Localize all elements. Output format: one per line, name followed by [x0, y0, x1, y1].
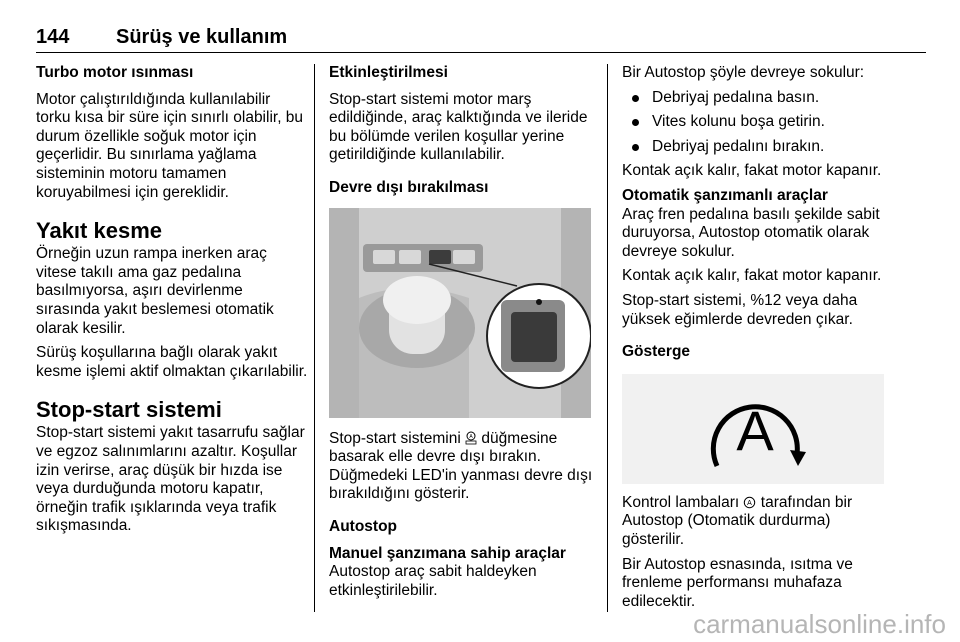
- svg-text:A: A: [469, 433, 473, 440]
- turbo-text: Motor çalıştırıldığında kullanılabilir torku kısa bir süre için sınırlı olabilir, bu durum özellikle soğuk motor için geçerlidir. Bu sınırlama yağlama sisteminin motoru tamamen koruyabilmesi için gereklidir.: [36, 90, 304, 201]
- fuel-cut-heading: Yakıt kesme: [36, 218, 162, 244]
- lamp-text-b: tarafından bir Autostop (Otomatik durdurma) gösterilir.: [622, 493, 853, 548]
- heating-text: Bir Autostop esnasında, ısıtma ve frenleme performansı muhafaza edilecektir.: [622, 555, 853, 610]
- autostop-heading: Autostop: [329, 517, 398, 535]
- page-number: 144: [36, 26, 70, 48]
- autostop-indicator-icon: [622, 374, 884, 484]
- lamp-text: [622, 494, 894, 550]
- column-middle: [329, 64, 597, 606]
- console-photo: [329, 208, 591, 418]
- column-divider: [314, 64, 315, 612]
- svg-text:A: A: [747, 499, 753, 507]
- svg-text:A: A: [736, 398, 774, 462]
- fuel-cut-text-1: Örneğin uzun rampa inerken araç vitese takılı ama gaz pedalına basılmıyorsa, aşırı devirlenme sırasında yakıt beslemesi otomatik olarak kesilir.: [36, 245, 274, 337]
- deactivate-text-a: Stop-start sistemini: [329, 429, 461, 447]
- column-right: [622, 64, 894, 617]
- list-item: Debriyaj pedalına basın.: [622, 89, 894, 108]
- fuel-cut-text-2: Sürüş koşullarına bağlı olarak yakıt kesme işlemi aktif olmaktan çıkarılabilir.: [36, 344, 308, 380]
- lamp-text-a: Kontrol lambaları: [622, 493, 740, 511]
- ignition-text-1: Kontak açık kalır, fakat motor kapanır.: [622, 162, 882, 180]
- ignition-text-2: Kontak açık kalır, fakat motor kapanır.: [622, 267, 882, 285]
- bullet-icon: [632, 95, 639, 102]
- stop-start-text: Stop-start sistemi yakıt tasarrufu sağlar ve egzoz salınımlarını azaltır. Koşullar izin verirse, araç düşük bir hızda ise veya durduğunda motoru kapatır, örneğin trafik ışıklarında veya trafik sıkışmasında.: [36, 424, 305, 535]
- bullet-icon: [632, 144, 639, 151]
- activation-text: Stop-start sistemi motor marş edildiğinde, araç kalktığında ve ileride bu bölümde verilen koşullar yerine getirildiğinde kullanılabilir.: [329, 90, 588, 164]
- column-left: [36, 64, 308, 542]
- deactivation-heading: Devre dışı bırakılması: [329, 178, 489, 196]
- autostop-steps: [622, 89, 894, 157]
- page-header: [36, 22, 926, 53]
- autostop-lamp-icon: [743, 496, 756, 509]
- list-item: Debriyaj pedalını bırakın.: [622, 138, 894, 157]
- stop-start-heading: Stop-start sistemi: [36, 397, 222, 423]
- deactivate-text-b: düğmesine basarak elle devre dışı bırakın. Düğmedeki LED'in yanması devre dışı bırakıldığını gösterir.: [329, 429, 593, 503]
- indicator-heading: Gösterge: [622, 343, 691, 361]
- auto-heading: Otomatik şanzımanlı araçlar: [622, 186, 828, 204]
- auto-text: Araç fren pedalına basılı şekilde sabit duruyorsa, Autostop otomatik olarak devreye sokulur.: [622, 205, 880, 260]
- manual-text: Autostop araç sabit haldeyken etkinleştirilebilir.: [329, 563, 537, 599]
- manual-heading: Manuel şanzımana sahip araçlar: [329, 544, 566, 562]
- slope-text: Stop-start sistemi, %12 veya daha yüksek eğimlerde devreden çıkar.: [622, 291, 858, 328]
- chapter-title: Sürüş ve kullanım: [116, 26, 288, 48]
- watermark: carmanualsonline.info: [693, 609, 946, 639]
- bullet-icon: [632, 119, 639, 126]
- activation-heading: Etkinleştirilmesi: [329, 64, 448, 81]
- turbo-heading: Turbo motor ısınması: [36, 64, 194, 81]
- autostop-intro: Bir Autostop şöyle devreye sokulur:: [622, 64, 865, 81]
- stop-start-button-icon: [465, 431, 477, 445]
- deactivate-text: [329, 430, 597, 504]
- list-item: Vites kolunu boşa getirin.: [622, 113, 894, 132]
- column-divider: [607, 64, 608, 612]
